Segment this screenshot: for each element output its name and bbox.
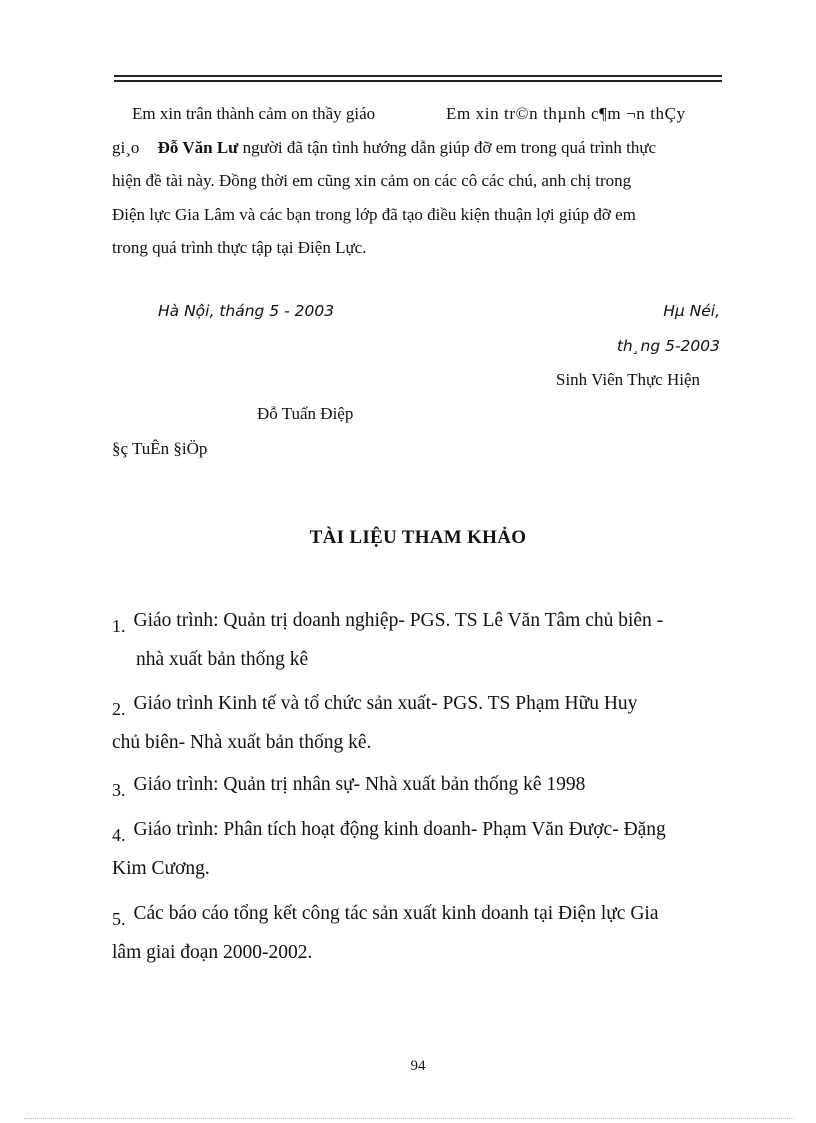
reference-item-5 — [112, 893, 722, 973]
reference-text: Giáo trình: Phân tích hoạt động kinh doanh- Phạm Văn Được- Đặng — [133, 819, 666, 840]
ack-line-1 — [112, 97, 722, 131]
reference-text: Giáo trình Kinh tế và tổ chức sản xuất- PGS. TS Phạm Hữu Huy — [133, 693, 638, 714]
reference-text-continued: lâm giai đoạn 2000-2002. — [112, 942, 313, 963]
reference-text-continued: nhà xuất bản thống kê — [136, 649, 309, 670]
reference-number: 1. — [112, 616, 126, 636]
page-number: 94 — [410, 1058, 426, 1074]
references-heading: TÀI LIỆU THAM KHẢO — [309, 527, 527, 548]
place-right-line-2: th¸ng 5-2003 — [616, 337, 720, 355]
page-bottom-border — [24, 1118, 794, 1119]
reference-number: 2. — [112, 699, 126, 719]
reference-number: 4. — [112, 825, 126, 845]
ack-line-2 — [112, 131, 722, 165]
ack-line-1-part-a: Em xin trân thành cảm on thầy giáo — [132, 104, 376, 123]
reference-item-3-line-1 — [112, 764, 722, 804]
reference-item-2-line-2 — [112, 723, 722, 763]
ack-line-2-part-a: gi¸o — [112, 137, 140, 157]
reference-item-1-line-2 — [112, 640, 722, 680]
ack-line-2-part-b: người đã tận tình hướng dẫn giúp đỡ em trong quá trình thực — [242, 137, 657, 157]
acknowledgement-paragraph — [112, 97, 722, 265]
reference-number: 3. — [112, 780, 126, 800]
reference-text: Các báo cáo tổng kết công tác sản xuất kinh doanh tại Điện lực Gia — [133, 903, 659, 924]
header-rule-top — [114, 75, 722, 77]
place-right-line-1: Hµ Néi, — [663, 302, 720, 320]
reference-text-continued: Kim Cương. — [112, 858, 210, 879]
ack-line-3: hiện đề tài này. Đồng thời em cũng xin cảm on các cô các chú, anh chị trong — [112, 171, 632, 191]
ack-advisor-name: Đỗ Văn Lư — [157, 137, 239, 157]
reference-item-1-line-1 — [112, 600, 722, 640]
ack-line-5: trong quá trình thực tập tại Điện Lực. — [112, 238, 367, 258]
ack-line-1-part-b: Em xin tr©n thµnh c¶m ¬n thÇy — [446, 104, 686, 123]
reference-text-continued: chủ biên- Nhà xuất bản thống kê. — [112, 732, 372, 753]
header-rule-bottom — [114, 80, 722, 82]
signer-role: Sinh Viên Thực Hiện — [556, 370, 701, 389]
reference-item-5-line-2 — [112, 933, 722, 973]
ack-line-4: Điện lực Gia Lâm và các bạn trong lớp đã tạo điều kiện thuận lợi giúp đỡ em — [112, 204, 636, 224]
place-date-left: Hà Nội, tháng 5 - 2003 — [158, 302, 335, 320]
signer-name: Đỗ Tuấn Điệp — [257, 404, 354, 423]
reference-item-3 — [112, 764, 722, 804]
reference-text: Giáo trình: Quản trị nhân sự- Nhà xuất bản thống kê 1998 — [133, 774, 586, 795]
reference-item-5-line-1 — [112, 893, 722, 933]
reference-item-4-line-2 — [112, 849, 722, 889]
reference-number: 5. — [112, 909, 126, 929]
reference-item-2 — [112, 683, 722, 763]
reference-item-4-line-1 — [112, 809, 722, 849]
signer-name-garbled: §ç TuÊn §iÖp — [112, 439, 208, 458]
reference-item-4 — [112, 809, 722, 889]
reference-item-2-line-1 — [112, 683, 722, 723]
reference-text: Giáo trình: Quản trị doanh nghiệp- PGS. TS Lê Văn Tâm chủ biên - — [133, 610, 664, 631]
reference-item-1 — [112, 600, 722, 680]
